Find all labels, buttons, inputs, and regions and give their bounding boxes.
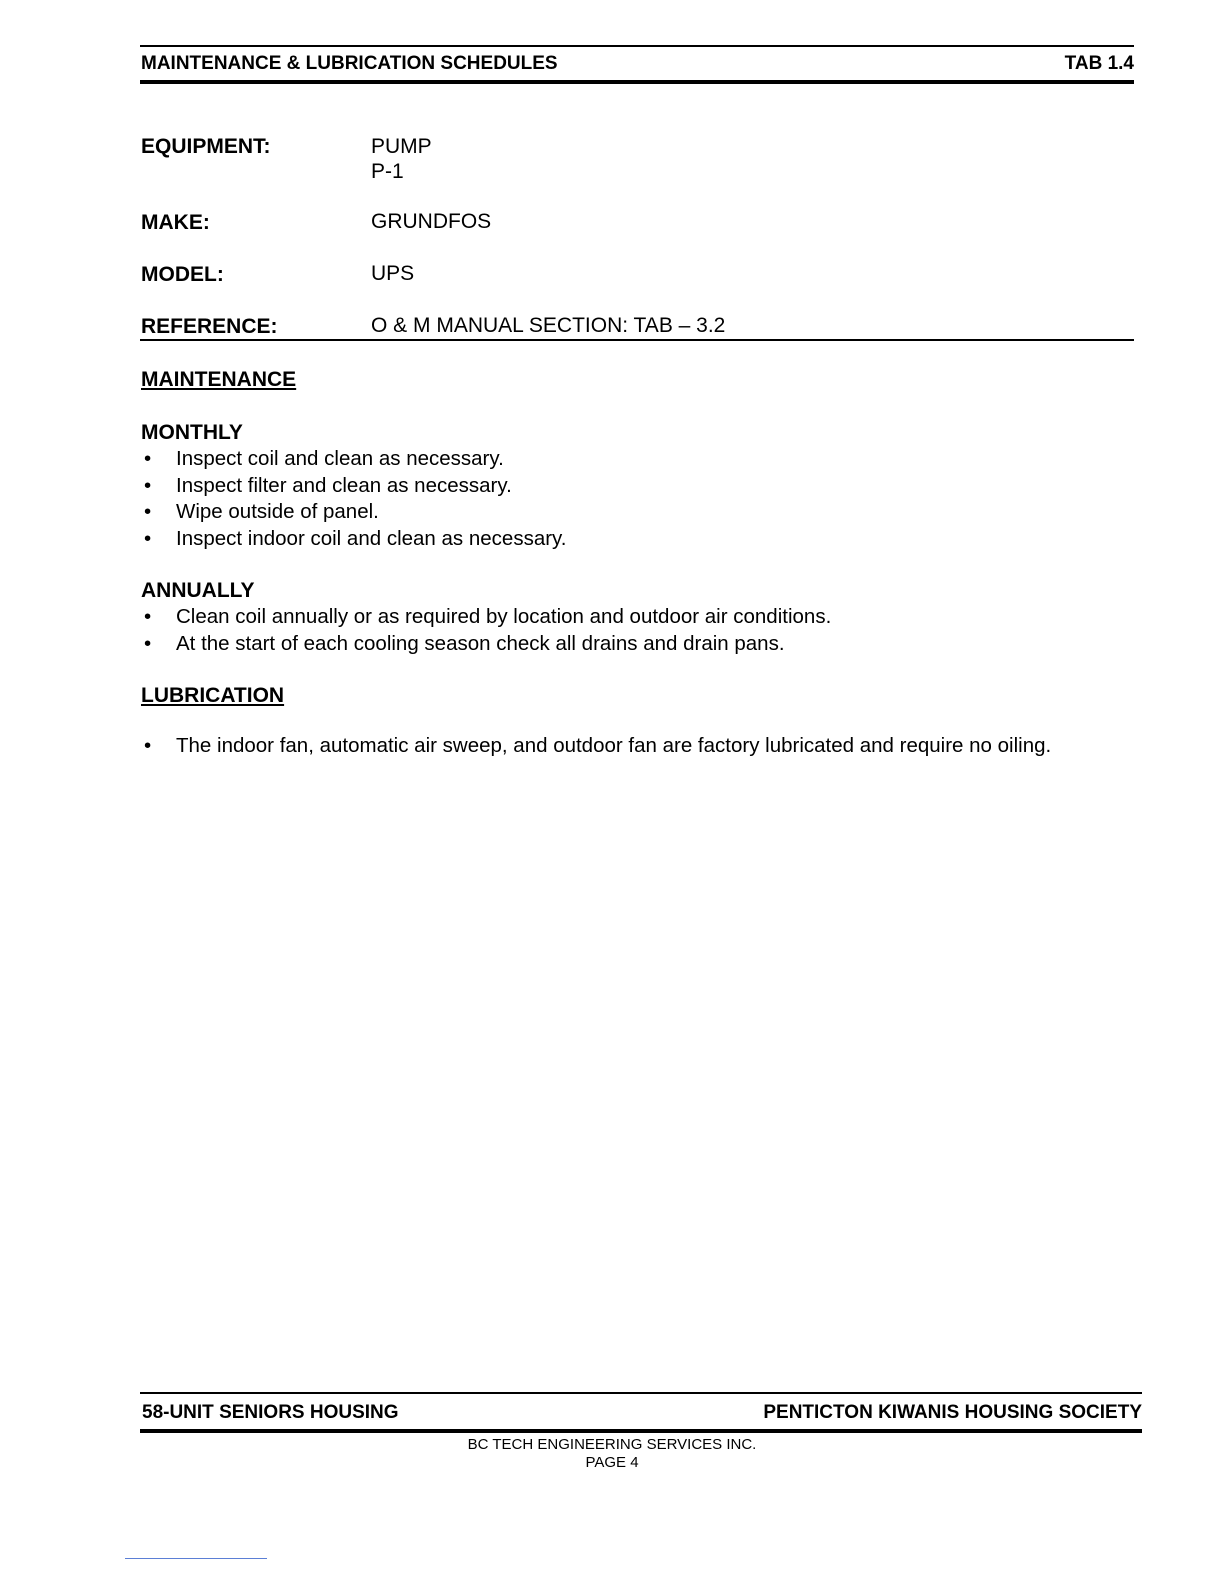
bullet-icon: • — [144, 500, 152, 523]
bullet-icon: • — [144, 605, 152, 628]
equipment-line-2: P-1 — [371, 160, 404, 183]
model-value: UPS — [371, 262, 415, 285]
model-label: MODEL: — [141, 263, 224, 286]
monthly-heading: MONTHLY — [141, 421, 243, 444]
list-item: • Wipe outside of panel. — [140, 499, 566, 526]
monthly-list — [140, 446, 566, 552]
footer-top-rule — [140, 1392, 1142, 1394]
header-tab: TAB 1.4 — [1064, 53, 1134, 74]
list-item: • Inspect filter and clean as necessary. — [140, 473, 566, 500]
header-top-rule — [140, 45, 1134, 47]
list-item: • Inspect indoor coil and clean as necessary. — [140, 526, 566, 553]
equipment-value — [371, 134, 432, 184]
lubrication-heading: LUBRICATION — [141, 684, 285, 707]
bullet-icon: • — [144, 734, 152, 757]
reference-label: REFERENCE: — [141, 315, 278, 338]
list-item: • The indoor fan, automatic air sweep, and outdoor fan are factory lubricated and require no oiling. — [140, 733, 1051, 760]
bullet-icon: • — [144, 526, 152, 550]
reference-value: O & M MANUAL SECTION: TAB – 3.2 — [371, 314, 726, 337]
equipment-line-1: PUMP — [371, 135, 432, 158]
list-item: • Inspect coil and clean as necessary. — [140, 446, 566, 473]
annually-list — [140, 604, 831, 657]
footer-page-number: PAGE 4 — [585, 1454, 639, 1471]
footer-left: 58-UNIT SENIORS HOUSING — [142, 1402, 399, 1423]
bullet-icon: • — [144, 473, 152, 497]
bullet-icon: • — [144, 631, 152, 655]
bottom-edge-line — [125, 1558, 267, 1559]
footer-company: BC TECH ENGINEERING SERVICES INC. — [467, 1436, 757, 1453]
make-label: MAKE: — [141, 211, 210, 234]
list-item: • At the start of each cooling season check all drains and drain pans. — [140, 631, 831, 658]
list-item: • Clean coil annually or as required by location and outdoor air conditions. — [140, 604, 831, 631]
header-bottom-rule — [140, 80, 1134, 84]
footer-bottom-rule — [140, 1429, 1142, 1433]
annually-heading: ANNUALLY — [141, 579, 255, 602]
reference-rule — [140, 339, 1134, 341]
make-value: GRUNDFOS — [371, 210, 492, 233]
header-title: MAINTENANCE & LUBRICATION SCHEDULES — [141, 53, 558, 74]
equipment-label: EQUIPMENT: — [141, 135, 271, 158]
footer-right: PENTICTON KIWANIS HOUSING SOCIETY — [763, 1402, 1142, 1423]
maintenance-heading: MAINTENANCE — [141, 368, 297, 391]
lubrication-list — [140, 733, 1051, 760]
bullet-icon: • — [144, 447, 152, 470]
